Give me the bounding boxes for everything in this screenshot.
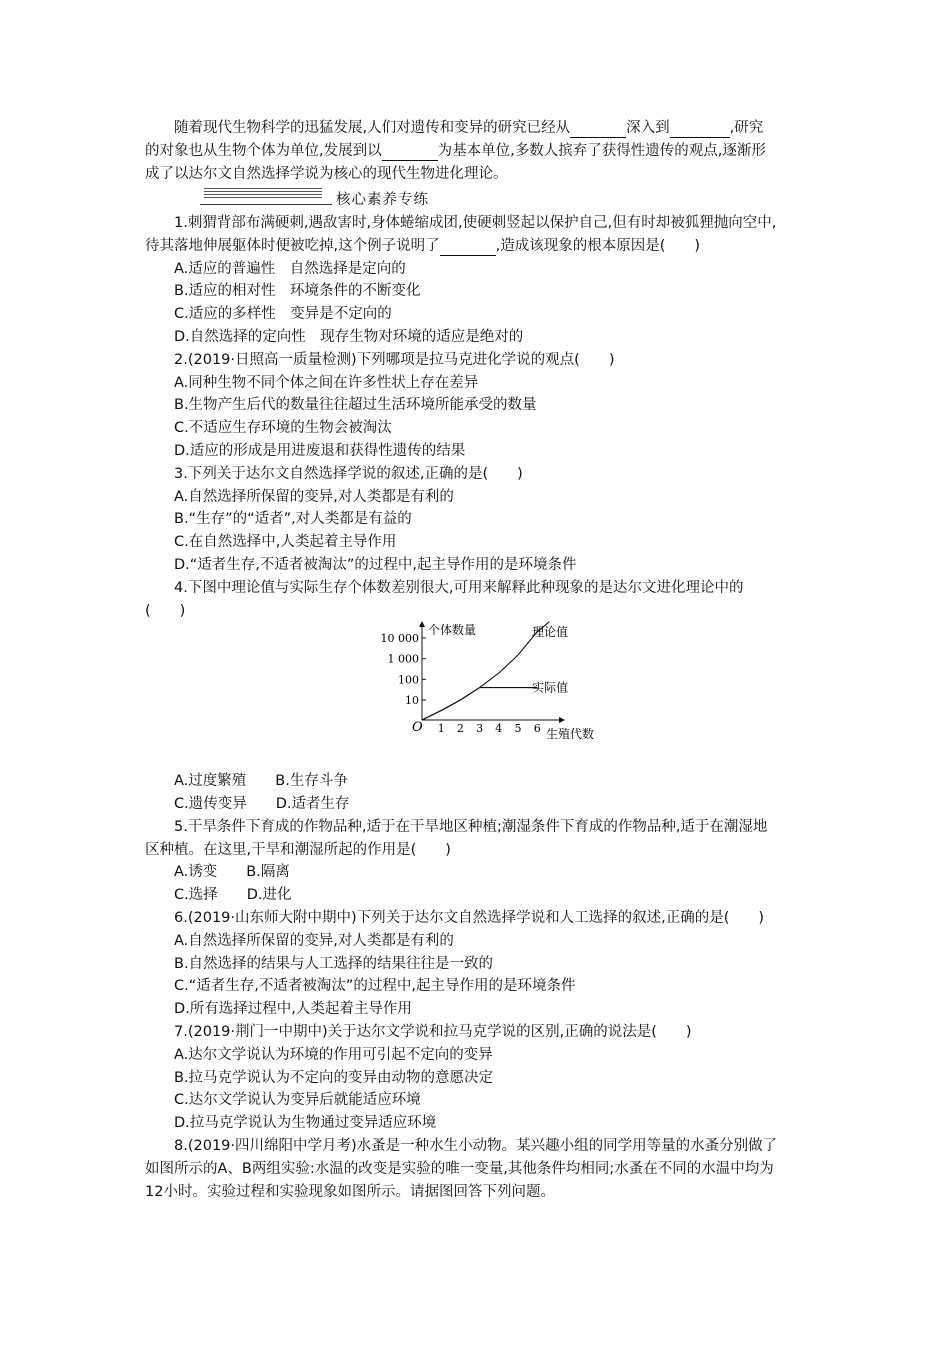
intro-line-3: 成了以达尔文自然选择学说为核心的现代生物进化理论。	[145, 166, 508, 182]
section-header-decoration	[204, 188, 322, 202]
intro-text: 为基本单位,多数人摈弃了获得性遗传的观点,逐渐形	[437, 143, 766, 159]
fill-blank	[382, 144, 438, 161]
intro-text: 深入到	[626, 120, 670, 136]
q2-stem: 2.(2019·日照高一质量检测)下列哪项是拉马克进化学说的观点( )	[174, 352, 615, 368]
q3-option-b: B.“生存”的“适者”,对人类都是有益的	[174, 511, 412, 527]
q5-options-row-1: A.诱变 B.隔离	[174, 864, 290, 880]
q4-options-row-1: A.过度繁殖 B.生存斗争	[174, 773, 348, 789]
q8-line-3: 12小时。实验过程和实验现象如图所示。请据图回答下列问题。	[145, 1184, 555, 1200]
x-tick-label: 2	[456, 722, 464, 735]
population-chart	[376, 618, 606, 746]
q1-option-a: A.适应的普遍性 自然选择是定向的	[174, 261, 406, 277]
x-tick-label: 5	[514, 722, 522, 735]
q1-text: ,造成该现象的根本原因是( )	[495, 238, 701, 254]
q7-option-b: B.拉马克学说认为不定向的变异由动物的意愿决定	[174, 1070, 494, 1086]
q4-options-row-2: C.遗传变异 D.适者生存	[174, 796, 350, 812]
q7-option-a: A.达尔文学说认为环境的作用可引起不定向的变异	[174, 1047, 493, 1063]
q3-stem: 3.下列关于达尔文自然选择学说的叙述,正确的是( )	[174, 466, 523, 482]
x-ticks	[438, 722, 541, 735]
q8-line-2: 如图所示的A、B两组实验:水温的改变是实验的唯一变量,其他条件均相同;水蚤在不同的水温中均为	[145, 1161, 774, 1177]
intro-line-2	[145, 141, 766, 161]
q6-option-b: B.自然选择的结果与人工选择的结果往往是一致的	[174, 956, 494, 972]
y-tick-label: 1 000	[387, 652, 419, 666]
q1-option-b: B.适应的相对性 环境条件的不断变化	[174, 283, 421, 299]
series-line-actual	[422, 688, 537, 720]
fill-blank	[670, 121, 730, 138]
q3-option-d: D.“适者生存,不适者被淘汰”的过程中,起主导作用的是环境条件	[174, 557, 577, 573]
x-tick-label: 3	[476, 722, 484, 735]
q7-option-c: C.达尔文学说认为变异后就能适应环境	[174, 1092, 421, 1108]
series-label-actual: 实际值	[532, 680, 569, 695]
q3-option-c: C.在自然选择中,人类起着主导作用	[174, 534, 397, 550]
origin-label: O	[412, 720, 423, 735]
q2-option-a: A.同种生物不同个体之间在许多性状上存在差异	[174, 375, 479, 391]
y-tick-label: 10 000	[380, 632, 419, 645]
q7-stem: 7.(2019·荆门一中期中)关于达尔文学说和拉马克学说的区别,正确的说法是( )	[174, 1024, 692, 1040]
series-label-theoretical: 理论值	[532, 625, 569, 639]
x-axis-label: 生殖代数	[546, 727, 595, 741]
q1-text: 待其落地伸展躯体时便被吃掉,这个例子说明了	[145, 238, 440, 254]
section-title: 核心素养专练	[336, 192, 429, 208]
x-tick-label: 6	[533, 722, 541, 735]
q2-option-b: B.生物产生后代的数量往往超过生活环境所能承受的数量	[174, 397, 537, 413]
section-header-rule	[200, 204, 332, 205]
q5-options-row-2: C.选择 D.进化	[174, 887, 292, 903]
q5-stem-line-1: 5.干旱条件下育成的作物品种,适于在干旱地区种植;潮湿条件下育成的作物品种,适于在潮湿地	[174, 819, 768, 835]
q1-stem-line-1: 1.刺猬背部布满硬刺,遇敌害时,身体蜷缩成团,使硬刺竖起以保护自己,但有时却被狐狸抛向空中,	[174, 215, 777, 231]
y-tick-label: 10	[405, 694, 419, 707]
q2-option-d: D.适应的形成是用进废退和获得性遗传的结果	[174, 443, 466, 459]
q6-option-d: D.所有选择过程中,人类起着主导作用	[174, 1001, 412, 1017]
intro-line-1	[174, 118, 763, 138]
fill-blank	[440, 239, 496, 256]
x-tick-label: 4	[495, 722, 503, 735]
q1-stem-line-2	[145, 236, 700, 256]
q6-option-c: C.“适者生存,不适者被淘汰”的过程中,起主导作用的是环境条件	[174, 978, 576, 994]
chart-svg	[376, 618, 606, 746]
q3-option-a: A.自然选择所保留的变异,对人类都是有利的	[174, 489, 454, 505]
intro-text: 的对象也从生物个体为单位,发展到以	[145, 143, 382, 159]
intro-text: ,研究	[729, 120, 764, 136]
series-line-theoretical	[422, 632, 537, 720]
q4-stem-line-2: ( )	[145, 603, 186, 619]
q6-option-a: A.自然选择所保留的变异,对人类都是有利的	[174, 933, 454, 949]
fill-blank	[570, 121, 626, 138]
q2-option-c: C.不适应生存环境的生物会被淘汰	[174, 420, 392, 436]
q5-stem-line-2: 区种植。在这里,干旱和潮湿所起的作用是( )	[145, 842, 451, 858]
y-axis-label: 个体数量	[428, 623, 477, 637]
q1-option-d: D.自然选择的定向性 现存生物对环境的适应是绝对的	[174, 329, 524, 345]
q7-option-d: D.拉马克学说认为生物通过变异适应环境	[174, 1115, 437, 1131]
q1-option-c: C.适应的多样性 变异是不定向的	[174, 306, 392, 322]
section-header	[200, 186, 440, 210]
y-ticks	[381, 632, 427, 707]
q8-line-1: 8.(2019·四川绵阳中学月考)水蚤是一种水生小动物。某兴趣小组的同学用等量的水蚤分别做了	[174, 1138, 778, 1154]
q6-stem: 6.(2019·山东师大附中期中)下列关于达尔文自然选择学说和人工选择的叙述,正确的是( )	[174, 910, 765, 926]
intro-text: 随着现代生物科学的迅猛发展,人们对遗传和变异的研究已经从	[174, 120, 571, 136]
q4-stem-line-1: 4.下图中理论值与实际生存个体数差别很大,可用来解释此种现象的是达尔文进化理论中的	[174, 580, 744, 596]
x-tick-label: 1	[437, 722, 445, 735]
y-tick-label: 100	[398, 673, 419, 687]
